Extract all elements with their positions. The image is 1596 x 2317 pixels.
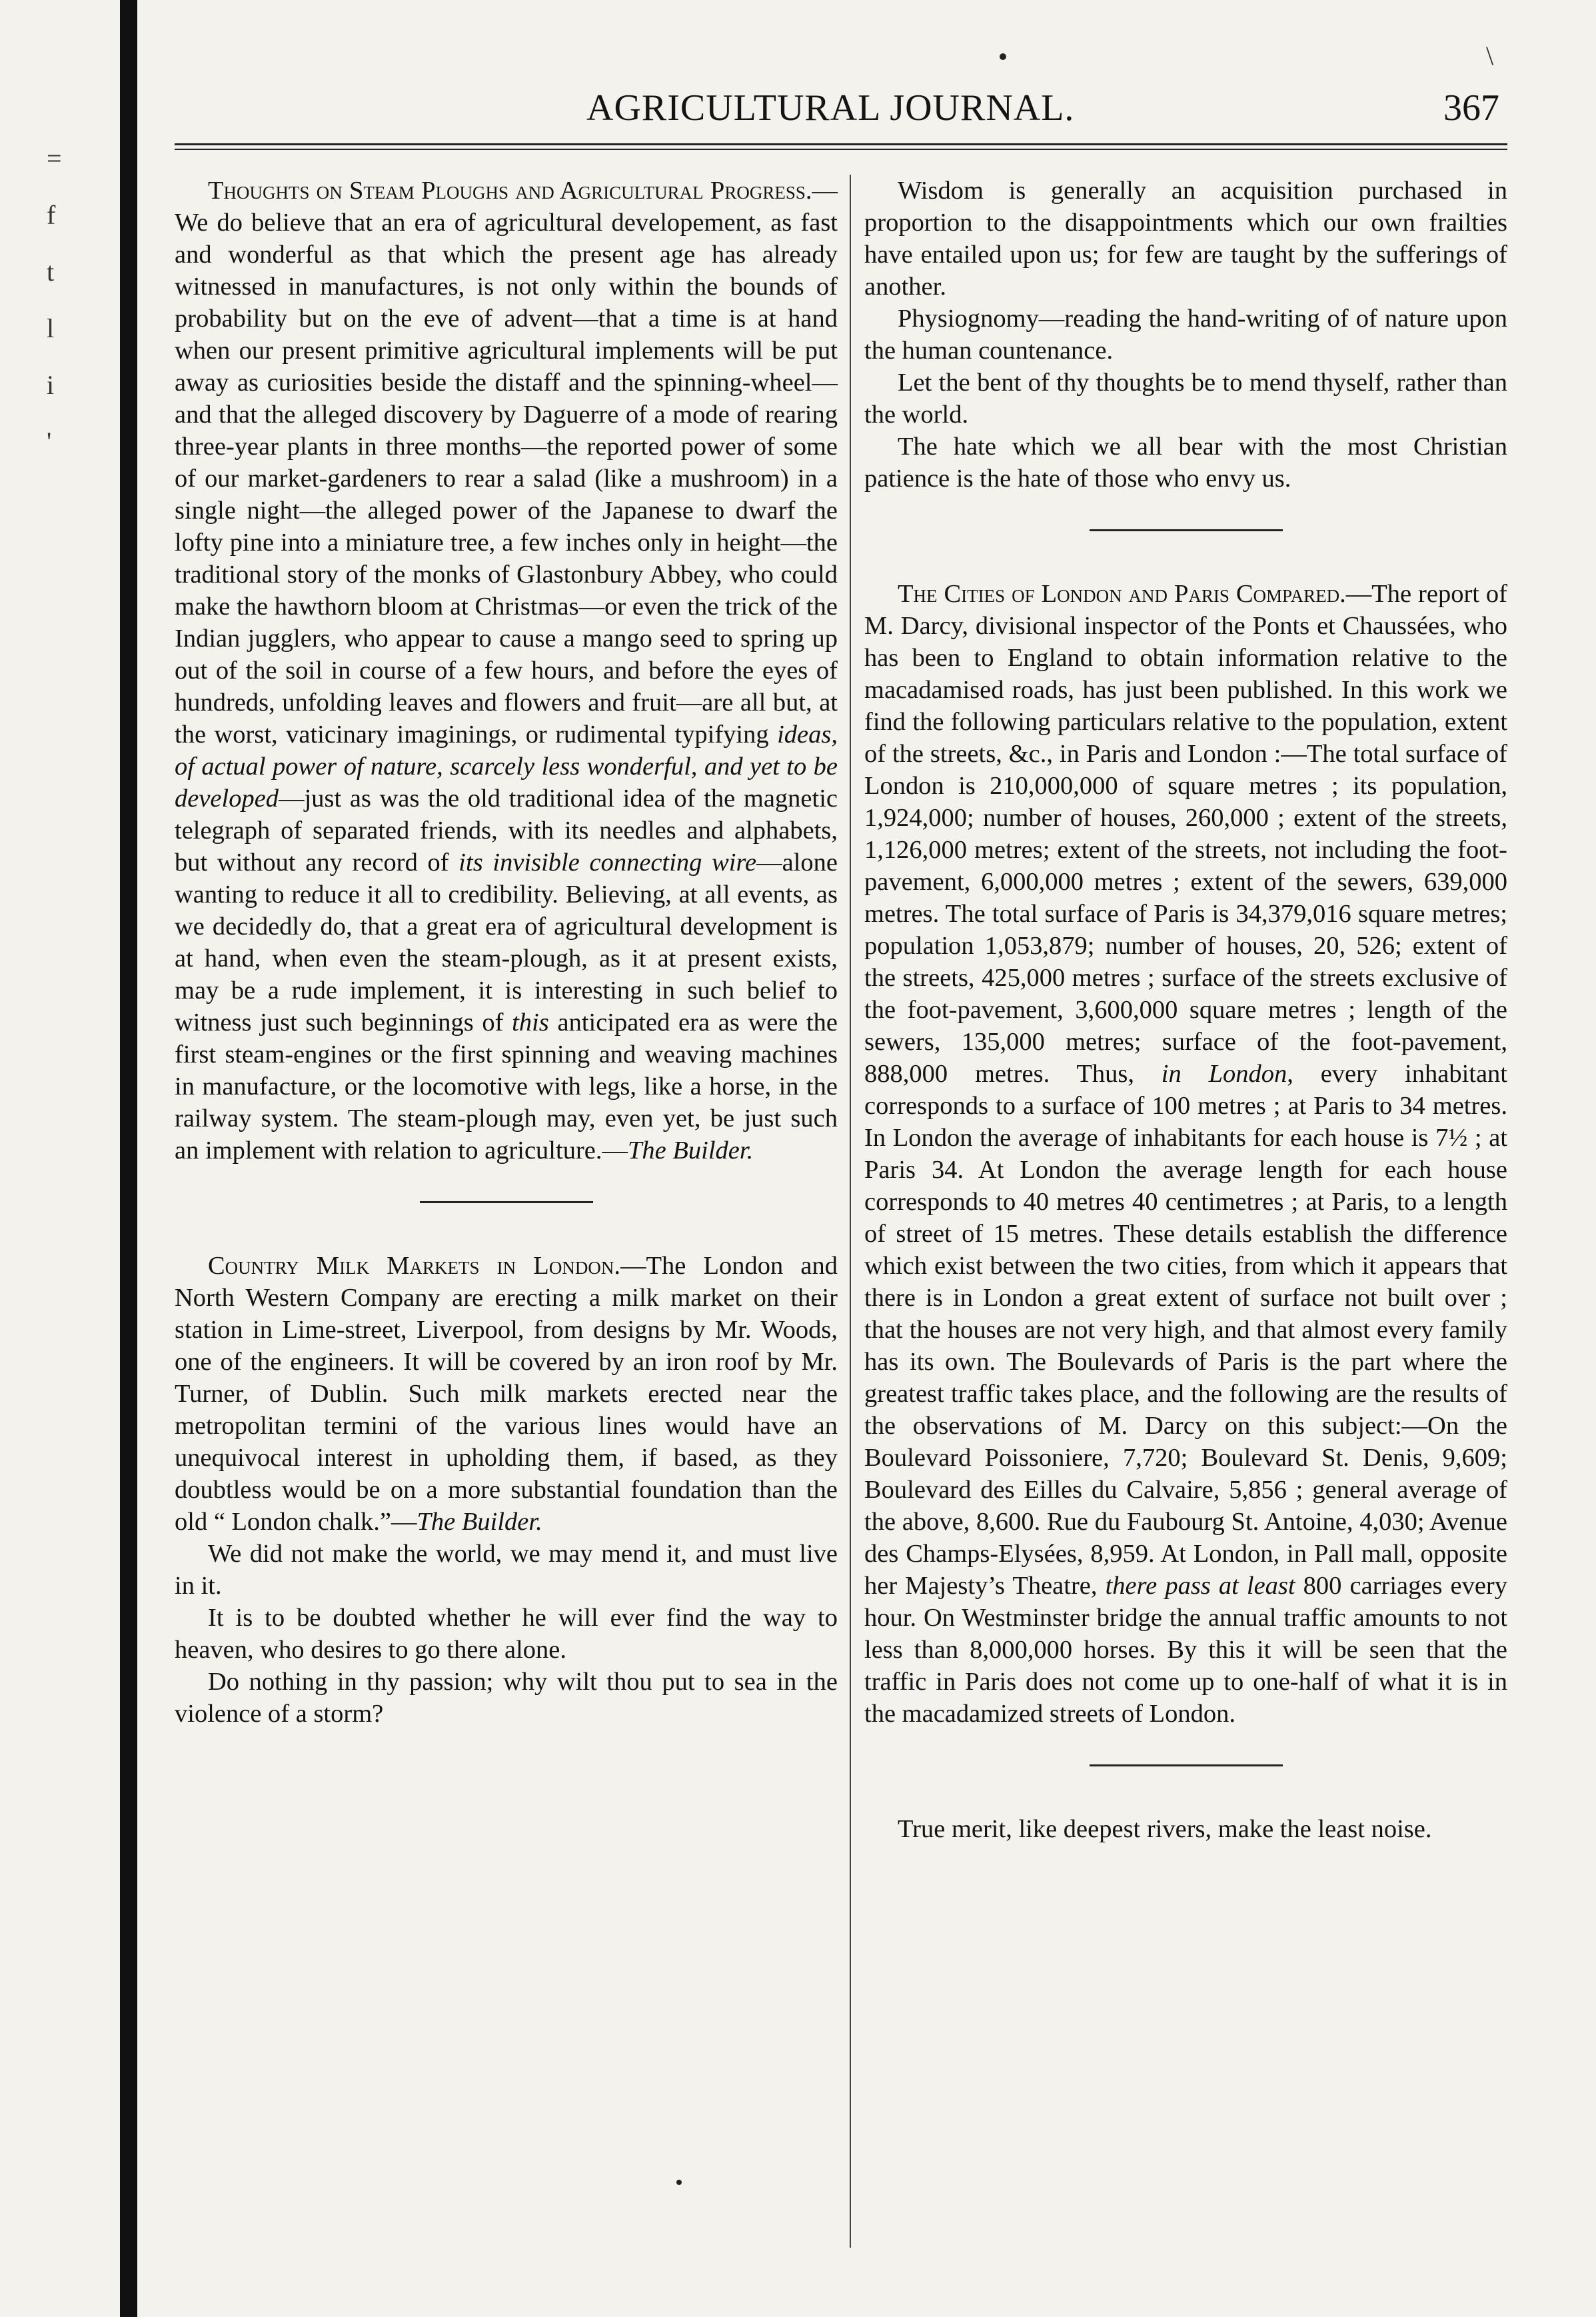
article-source: The Builder. [416, 1508, 542, 1536]
article-text: —We do believe that an era of agricultural developement, as fast and wonderful as that which the present age has already witnessed in manufactures, is not only within the bounds of probability but on the eve of advent—that a time is at hand when our present primitive agricultural implements will be put away as curiosities beside the distaff and the spinning-wheel—and that the alleged discovery by Daguerre of a mode of rearing three-year plants in three months—the reported power of some of our market-gardeners to rear a salad (like a mushroom) in a single night—the alleged power of the Japanese to dwarf the lofty pine into a miniature tree, a few inches only in height—the traditional story of the monks of Glastonbury Abbey, who could make the hawthorn bloom at Christmas—or even the trick of the Indian jugglers, who appear to cause a mango seed to spring up out of the soil in course of a few hours, and before the eyes of hundreds, unfolding leaves and flowers and fruit—are all but, at the worst, vaticinary imaginings, or rudimental typifying [175, 177, 838, 749]
article-text: —The London and North Western Company are erecting a milk market on their station in Lime-street, Liverpool, from designs by Mr. Woods, one of the engineers. It will be covered by an iron roof by Mr. Turner, of Dublin. Such milk markets erected near the metropolitan termini of the various lines would have an unequivocal interest in upholding them, if based, as they doubtless would be on a more substantial foundation than the old “ London chalk.”— [175, 1252, 838, 1536]
article-milk-markets [175, 1250, 838, 1538]
article-title: Thoughts on Steam Ploughs and Agricultural Progress. [208, 177, 812, 205]
page-header [586, 87, 1513, 133]
article-italic: in London [1161, 1060, 1287, 1088]
article-italic: there pass at least [1105, 1572, 1295, 1600]
article-paragraph [175, 175, 838, 1166]
aphorism: Do nothing in thy passion; why wilt thou put to sea in the violence of a storm? [175, 1668, 838, 1728]
section-rule [1090, 1764, 1283, 1766]
left-column [175, 175, 838, 1730]
aphorism: Physiognomy—reading the hand-writing of of nature upon the human countenance. [864, 305, 1507, 365]
right-column [864, 175, 1507, 1845]
article-paragraph [864, 578, 1507, 1730]
margin-mark: = [47, 143, 62, 173]
article-paragraph [175, 1250, 838, 1538]
page-number: 367 [1443, 87, 1499, 129]
binding-edge [120, 0, 137, 2317]
margin-marks [47, 130, 73, 470]
aphorism: True merit, like deepest rivers, make the least noise. [898, 1815, 1432, 1843]
margin-mark: t [47, 257, 55, 287]
running-title: AGRICULTURAL JOURNAL. [586, 87, 1075, 129]
column-divider [850, 175, 851, 2248]
aphorism: It is to be doubted whether he will ever find the way to heaven, who desires to go there alone. [175, 1604, 838, 1664]
article-text: anticipated era as were the first steam-engines or the first spinning and weaving machines in manufacture, or the locomotive with legs, like a horse, in the railway system. The steam-plough may, even yet, be just such an implement with relation to agriculture.— [175, 1009, 838, 1164]
aphorism: We did not make the world, we may mend it, and must live in it. [175, 1540, 838, 1600]
article-cities-compared [864, 578, 1507, 1730]
ink-dot [1000, 53, 1006, 60]
aphorism: The hate which we all bear with the most Christian patience is the hate of those who envy us. [864, 433, 1507, 493]
corner-mark: \ [1486, 41, 1494, 71]
margin-mark: l [47, 313, 55, 343]
article-italic: this [512, 1009, 549, 1037]
margin-mark: ' [47, 427, 52, 457]
article-text: , every inhabitant corresponds to a surface of 100 metres ; at Paris to 34 metres. In London the average of inhabitants for each house is 7½ ; at Paris 34. At London the average length for each house corresponds to 40 metres 40 centimetres ; at Paris, to a length of street of 15 metres. These details establish the difference which exist between the two cities, from which it appears that there is in London a great extent of surface not built over ; that the houses are not very high, and that almost every family has its own. The Boulevards of Paris is the part where the greatest traffic takes place, and the following are the results of the observations of M. Darcy on this subject:—On the Boulevard Poissoniere, 7,720; Boulevard St. Denis, 9,609; Boulevard des Eilles du Calvaire, 5,856 ; general average of the above, 8,600. Rue du Faubourg St. Antoine, 4,030; Avenue des Champs-Elysées, 8,959. At London, in Pall mall, opposite her Majesty’s Theatre, [864, 1060, 1507, 1600]
section-rule [1090, 529, 1283, 531]
article-text: —alone wanting to reduce it all to credibility. Believing, at all events, as we decidedly do, that a great era of agricultural development is at hand, when even the steam-plough, as it at present exists, may be a rude implement, it is interesting in such belief to witness just such beginnings of [175, 849, 838, 1037]
article-text: —just as was the old traditional idea of the magnetic telegraph of separated friends, with its needles and alphabets, but without any record of [175, 785, 838, 877]
section-rule [420, 1201, 593, 1203]
article-text: 800 carriages every hour. On Westminster bridge the annual traffic amounts to not less than 8,000,000 horses. By this it will be seen that the traffic in Paris does not come up to one-half of what it is in the macadamized streets of London. [864, 1572, 1507, 1728]
article-title: The Cities of London and Paris Compared. [898, 580, 1346, 608]
article-title: Country Milk Markets in London. [208, 1252, 620, 1280]
aphorism: Wisdom is generally an acquisition purchased in proportion to the disappointments which our own frailties have entailed upon us; for few are taught by the sufferings of another. [864, 177, 1507, 301]
article-text: —The report of M. Darcy, divisional inspector of the Ponts et Chaussées, who has been to England to obtain information relative to the macadamised roads, has just been published. In this work we find the following particulars relative to the population, extent of the streets, &c., in Paris and London :—The total surface of London is 210,000,000 of square metres ; its population, 1,924,000; number of houses, 260,000 ; extent of the streets, 1,126,000 metres; extent of the streets, not including the foot-pavement, 6,000,000 metres ; extent of the sewers, 639,000 metres. The total surface of Paris is 34,379,016 square metres; population 1,053,879; number of houses, 20, 526; extent of the streets, 425,000 metres ; surface of the streets exclusive of the foot-pavement, 3,600,000 square metres ; length of the sewers, 135,000 metres; surface of the foot-pavement, 888,000 metres. Thus, [864, 580, 1507, 1088]
margin-mark: i [47, 370, 55, 400]
ink-dot [676, 2180, 682, 2185]
header-rule [175, 143, 1507, 150]
aphorism: Let the bent of thy thoughts be to mend thyself, rather than the world. [864, 369, 1507, 429]
article-steam-ploughs [175, 175, 838, 1166]
article-italic: its invisible connecting wire [458, 849, 757, 877]
article-source: The Builder. [627, 1137, 754, 1164]
margin-mark: f [47, 200, 56, 230]
article-italic: ideas, of actual power of nature, scarcely less wonderful, and yet to be developed [175, 721, 838, 813]
